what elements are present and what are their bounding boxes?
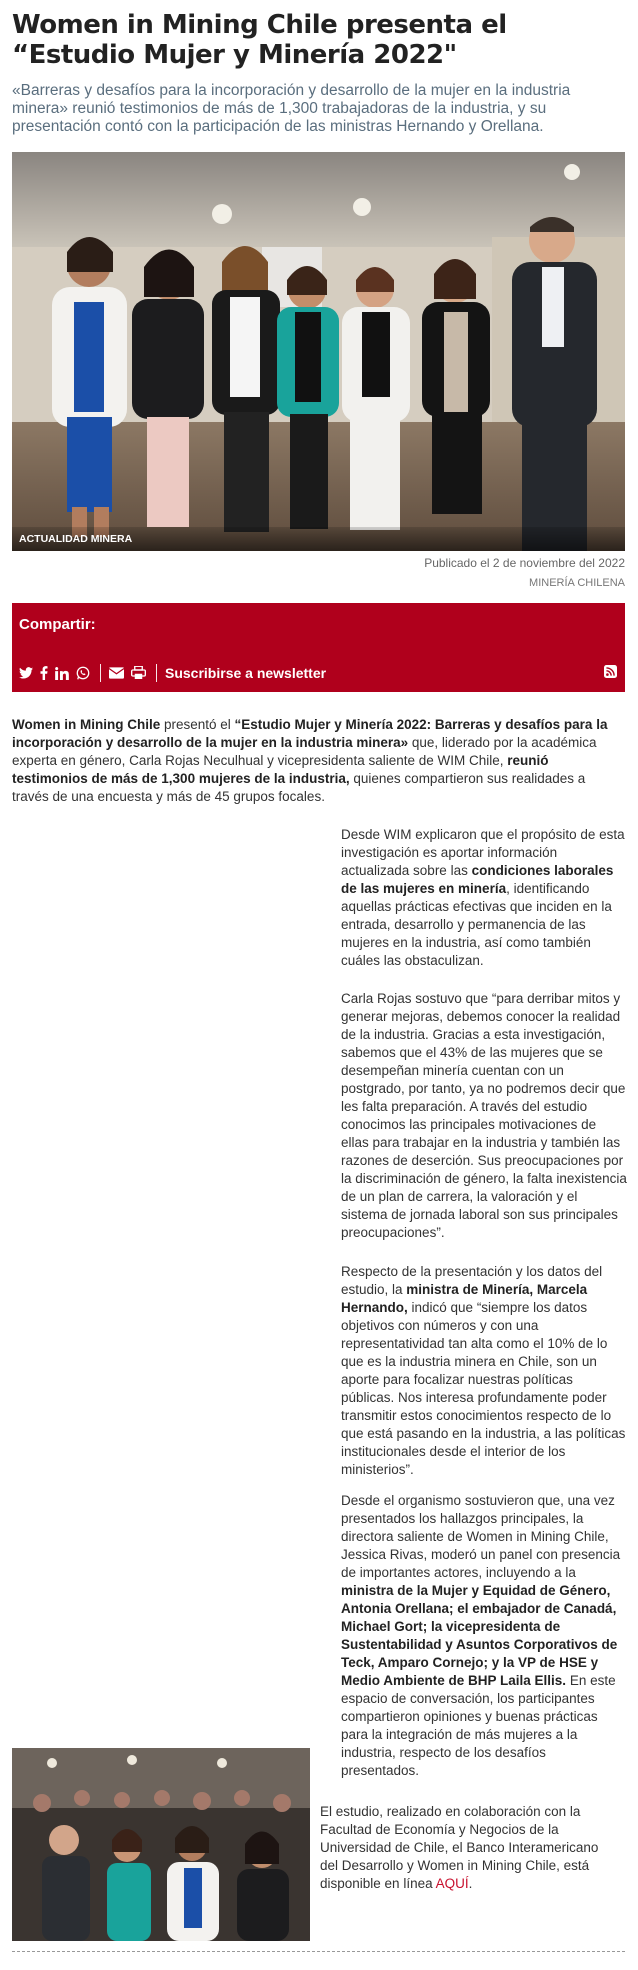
source-label: MINERÍA CHILENA: [529, 577, 625, 589]
paragraph-panel: [341, 1492, 627, 1780]
newsletter-link[interactable]: Suscribirse a newsletter: [165, 665, 327, 681]
share-divider: [100, 664, 101, 682]
bottom-divider: [12, 1951, 625, 1952]
linkedin-icon[interactable]: [55, 667, 69, 680]
lead-bold-org: Women in Mining Chile: [12, 717, 161, 732]
share-bar: [12, 603, 625, 692]
paragraph-bold: ministra de la Mujer y Equidad de Género, Antonia Orellana; el embajador de Canadá, Michael Gort; la vicepresidenta de Sustentabilidad y Asuntos Corporativos de Teck, Amparo Cornejo; y la VP de HSE y Medio Ambiente de BHP Laila Ellis.: [341, 1583, 618, 1688]
rss-icon[interactable]: [604, 665, 617, 683]
article-subtitle: «Barreras y desafíos para la incorporación y desarrollo de la mujer en la industria minera» reunió testimonios de más de 1,300 trabajadoras de la industria, y su presentación contó con la participación de las ministras Hernando y Orellana.: [12, 82, 571, 135]
paragraph-carla-rojas: Carla Rojas sostuvo que “para derribar mitos y generar mejoras, debemos conocer la realidad de la industria. Gracias a esta investigación, sabemos que el 43% de las mujeres que se desempeñan minería cuentan con un postgrado, por tanto, ya no podremos decir que les falta preparación. A través del estudio conocimos las principales motivaciones de ellas para trabajar en la industria y también las razones de deserción. Sus preocupaciones por la discriminación de género, la falta inexistencia de un plan de carrera, la valoración y el sistema de jornada laboral son sus principales preocupaciones”.: [341, 991, 627, 1240]
paragraph-text: Desde el organismo sostuvieron que, una vez presentados los hallazgos principales, la directora saliente de Women in Mining Chile, Jessica Rivas, moderó un panel con presencia de importantes actores, incluyendo a la: [341, 1493, 621, 1580]
lead-paragraph: [12, 716, 612, 806]
paragraph-bold: condiciones laborales de las mujeres en minería: [341, 863, 614, 896]
hero-photo: [12, 152, 625, 551]
paragraph-purpose: [341, 826, 627, 970]
event-audience-photo: [12, 1748, 310, 1941]
print-icon[interactable]: [131, 666, 146, 680]
hero-photo-illustration: [12, 152, 625, 551]
paragraph-bold: ministra de Minería, Marcela Hernando,: [341, 1282, 588, 1315]
publish-date: Publicado el 2 de noviembre del 2022: [424, 556, 625, 570]
paragraph-text: En este espacio de conversación, los participantes compartieron opiniones y buenas prácticas para la integración de más mujeres a la industria, respecto de los desafíos presentados.: [341, 1673, 616, 1778]
share-title: Compartir:: [19, 616, 96, 633]
lead-text: que, liderado por la académica experta en género, Carla Rojas Neculhual y vicepresidenta saliente de WIM Chile,: [12, 735, 597, 768]
paragraph-text: Respecto de la presentación y los datos del estudio, la: [341, 1264, 603, 1297]
hero-caption: ACTUALIDAD MINERA: [12, 527, 625, 551]
paragraph-text: indicó que “siempre los datos objetivos con números y con una representatividad tan alta como el 10% de lo que es la industria minera en Chile, son un aporte para focalizar nuestras políticas públicas. Nos interesa profundamente poder transmitir estos conocimientos respecto de lo que está pasando en la industria, a las políticas institucionales desde el interior de los ministerios”.: [341, 1300, 626, 1477]
twitter-icon[interactable]: [19, 667, 33, 679]
paragraph-text: Desde WIM explicaron que el propósito de esta investigación es aportar información actualizada sobre las: [341, 827, 625, 878]
lead-text: presentó el: [160, 717, 235, 732]
lead-bold-testimonies: reunió testimonios de más de 1,300 mujeres de la industria,: [12, 753, 549, 786]
paragraph-text: El estudio, realizado en colaboración con la Facultad de Economía y Negocios de la Universidad de Chile, el Banco Interamericano del Desarrollo y Women in Mining Chile, está disponible en línea: [320, 1804, 599, 1891]
email-icon[interactable]: [109, 667, 124, 679]
facebook-icon[interactable]: [40, 666, 48, 680]
share-row: [19, 663, 326, 683]
paragraph-availability: [320, 1803, 620, 1893]
article-title: Women in Mining Chile presenta el “Estudio Mujer y Minería 2022": [12, 10, 507, 70]
whatsapp-icon[interactable]: [76, 666, 90, 680]
lead-bold-study: “Estudio Mujer y Minería 2022: Barreras y desafíos para la incorporación y desarrollo de la mujer en la industria minera»: [12, 717, 608, 750]
event-audience-illustration: [12, 1748, 310, 1941]
study-link[interactable]: AQUÍ: [435, 1876, 469, 1891]
paragraph-ministra-mineria: [341, 1263, 627, 1479]
share-divider: [156, 664, 157, 682]
paragraph-text: .: [468, 1876, 473, 1891]
paragraph-text: , identificando aquellas prácticas efectivas que inciden en la entrada, desarrollo y permanencia de las mujeres en la industria, así como también cuáles las obstaculizan.: [341, 881, 612, 968]
lead-text: quienes compartieron sus realidades a través de una encuesta y más de 45 grupos focales.: [12, 771, 586, 804]
